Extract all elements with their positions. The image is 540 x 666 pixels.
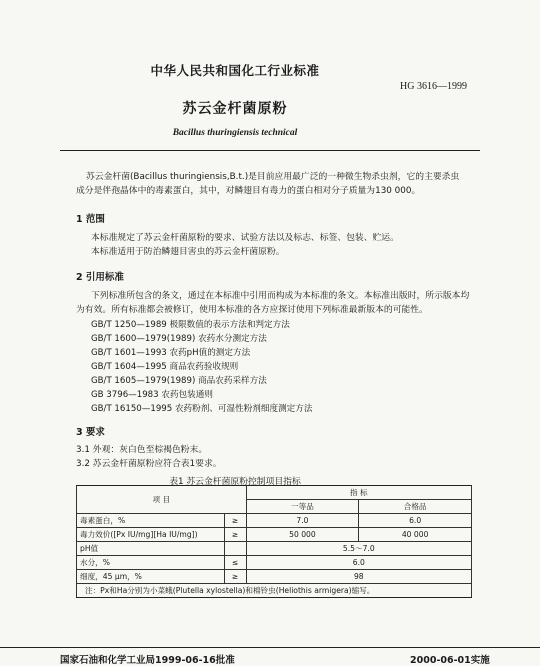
row-item: 水分，% (77, 556, 225, 570)
row-value: 5.5～7.0 (246, 542, 471, 556)
clause-3-2: 3.2 苏云金杆菌原粉应符合表1要求。 (76, 459, 222, 469)
row-operator: ≤ (224, 556, 246, 570)
section-1-heading: 1 范围 (76, 214, 105, 225)
row-operator (224, 542, 246, 556)
row-value: 98 (246, 570, 471, 584)
table-row (77, 528, 472, 542)
row-value-grade-2: 40 000 (359, 528, 472, 542)
section-1-para-2: 本标准适用于防治鳞翅目害虫的苏云金杆菌原粉。 (91, 247, 285, 257)
row-item: pH值 (77, 542, 225, 556)
ref-item: GB/T 16150—1995 农药粉剂、可湿性粉剂细度测定方法 (91, 404, 313, 414)
ref-item: GB/T 1250—1989 极限数值的表示方法和判定方法 (91, 320, 290, 330)
table-row (77, 542, 472, 556)
row-operator: ≥ (224, 514, 246, 528)
row-item: 毒素蛋白，% (77, 514, 225, 528)
row-value: 6.0 (246, 556, 471, 570)
ref-item: GB/T 1601—1993 农药pH值的测定方法 (91, 348, 251, 358)
section-2-para-2: 为有效。所有标准都会被修订，使用本标准的各方应探讨使用下列标准最新版本的可能性。 (76, 305, 428, 315)
table-header-grade-1: 一等品 (246, 500, 359, 514)
table-note: 注：Px和Ha分别为小菜蛾(Plutella xylostella)和棉铃虫(Heliothis armigera)缩写。 (77, 584, 472, 598)
ref-item: GB 3796—1983 农药包装通则 (91, 390, 213, 400)
section-1-para-1: 本标准规定了苏云金杆菌原粉的要求、试验方法以及标志、标签、包装、贮运。 (91, 233, 399, 243)
row-value-grade-2: 6.0 (359, 514, 472, 528)
table-caption: 表1 苏云金杆菌原粉控制项目指标 (169, 477, 301, 487)
title-rule (60, 150, 480, 151)
row-item: 细度，45 μm，% (77, 570, 225, 584)
table-header-index: 指 标 (246, 486, 471, 500)
latin-title: Bacillus thuringiensis technical (172, 128, 298, 138)
table-header-item: 项 目 (77, 486, 247, 514)
ref-item: GB/T 1605—1979(1989) 商品农药采样方法 (91, 376, 267, 386)
row-item: 毒力效价([Px IU/mg][Ha IU/mg]) (77, 528, 225, 542)
table-row (77, 570, 472, 584)
section-3-heading: 3 要求 (76, 427, 105, 438)
clause-3-1: 3.1 外观：灰白色至棕褐色粉末。 (76, 445, 208, 455)
standard-code: HG 3616—1999 (400, 81, 467, 92)
footer-rule (0, 647, 540, 648)
spec-table (76, 485, 472, 598)
section-2-para-1: 下列标准所包含的条文，通过在本标准中引用而构成为本标准的条文。本标准出版时，所示版本均 (91, 291, 470, 301)
document-title: 苏云金杆菌原粉 (182, 101, 288, 117)
standard-title: 中华人民共和国化工行业标准 (150, 63, 320, 78)
intro-line-2: 成分是伴孢晶体中的毒素蛋白，其中，对鳞翅目有毒力的蛋白相对分子质量为130 000。 (76, 186, 421, 196)
row-operator: ≥ (224, 528, 246, 542)
intro-line-1: 苏云金杆菌(Bacillus thuringiensis,B.t.)是目前应用最广泛的一种微生物杀虫剂，它的主要杀虫 (86, 172, 460, 182)
table-row (77, 514, 472, 528)
table-row (77, 556, 472, 570)
row-value-grade-1: 50 000 (246, 528, 359, 542)
approval-line: 国家石油和化学工业局1999-06-16批准 (60, 655, 235, 666)
ref-item: GB/T 1600—1979(1989) 农药水分测定方法 (91, 334, 267, 344)
ref-item: GB/T 1604—1995 商品农药验收规则 (91, 362, 239, 372)
table-header-grade-2: 合格品 (359, 500, 472, 514)
row-operator: ≥ (224, 570, 246, 584)
section-2-heading: 2 引用标准 (76, 272, 124, 283)
implementation-date: 2000-06-01实施 (410, 655, 490, 666)
row-value-grade-1: 7.0 (246, 514, 359, 528)
